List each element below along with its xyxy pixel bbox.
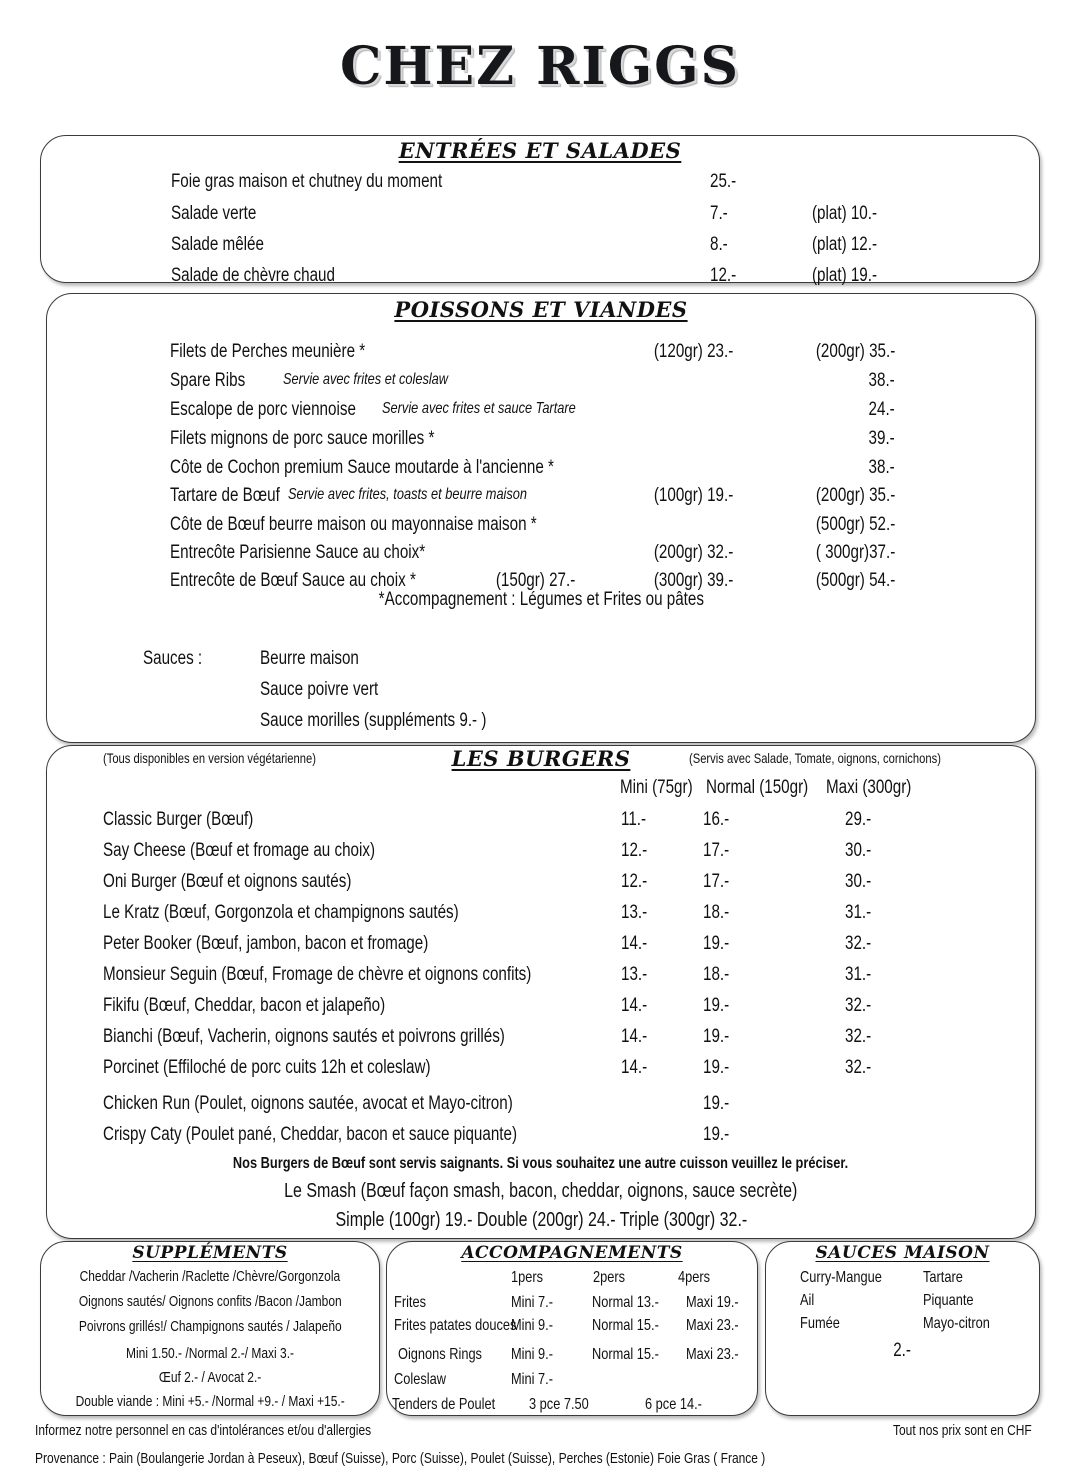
burger-price-normal: 18.- (703, 964, 730, 985)
sauce-option: Beurre maison (260, 648, 359, 669)
starters-item-price-2: (plat) 12.- (812, 234, 878, 255)
house-sauce-name: Tartare (923, 1269, 963, 1286)
page-title: CHEZ RIGGS (339, 36, 741, 97)
burger-price-normal: 16.- (703, 809, 730, 830)
side-price-2pers: Normal 15.- (592, 1346, 659, 1363)
supplement-price-line: Mini 1.50.- /Normal 2.-/ Maxi 3.- (125, 1345, 295, 1362)
burger-price-mini: 12.- (621, 840, 648, 861)
burger-price-maxi: 31.- (845, 902, 872, 923)
mains-item-price-3: (500gr) 54.- (815, 570, 895, 591)
burger-price-mini: 14.- (621, 995, 648, 1016)
house-sauce-name: Ail (800, 1292, 815, 1309)
burger-price-normal: 19.- (703, 1057, 730, 1078)
burger-item-name: Peter Booker (Bœuf, jambon, bacon et fromage) (103, 933, 429, 954)
mains-item-desc: Servie avec frites et coleslaw (283, 371, 449, 388)
burger-price-normal: 19.- (703, 1124, 730, 1145)
burgers-heading: LES BURGERS (451, 746, 631, 771)
supplements-heading: SUPPLÉMENTS (132, 1243, 288, 1263)
burger-price-normal: 19.- (703, 995, 730, 1016)
starters-item-name: Foie gras maison et chutney du moment (171, 171, 443, 192)
burger-price-mini: 14.- (621, 1057, 648, 1078)
house-sauces-price: 2.- (893, 1340, 912, 1361)
burger-price-mini: 14.- (621, 933, 648, 954)
mains-item-price-2: (300gr) 39.- (653, 570, 733, 591)
house-sauce-name: Curry-Mangue (800, 1269, 882, 1286)
footer-allergies: Informez notre personnel en cas d'intolérances et/ou d'allergies (35, 1422, 372, 1439)
tenders-price-3pce: 3 pce 7.50 (529, 1396, 589, 1413)
mains-item-price-3: (200gr) 35.- (815, 485, 895, 506)
mains-item-name: Côte de Bœuf beurre maison ou mayonnaise maison * (170, 514, 537, 535)
starters-item-price-1: 7.- (710, 203, 728, 224)
side-price-2pers: Normal 13.- (592, 1294, 659, 1311)
mains-item-name: Côte de Cochon premium Sauce moutarde à l'ancienne * (170, 457, 554, 478)
house-sauce-name: Piquante (923, 1292, 974, 1309)
burger-item-name: Say Cheese (Bœuf et fromage au choix) (103, 840, 376, 861)
sides-column-header-1pers: 1pers (511, 1269, 544, 1286)
burger-price-normal: 19.- (703, 1093, 730, 1114)
burger-price-mini: 11.- (621, 809, 647, 830)
house-sauce-name: Fumée (800, 1315, 840, 1332)
burger-price-maxi: 31.- (845, 964, 872, 985)
mains-item-desc: Servie avec frites et sauce Tartare (382, 400, 576, 417)
burger-price-normal: 17.- (703, 871, 730, 892)
house-sauces-heading: SAUCES MAISON (815, 1243, 990, 1263)
burgers-note-vegetarian: (Tous disponibles en version végétarienne) (103, 750, 316, 766)
supplement-price-line: Double viande : Mini +5.- /Normal +9.- / Maxi +15.- (75, 1393, 345, 1410)
mains-item-name: Filets de Perches meunière * (170, 341, 366, 362)
sides-column-header-4pers: 4pers (678, 1269, 711, 1286)
burger-price-mini: 13.- (621, 964, 648, 985)
mains-item-price-2: (200gr) 32.- (653, 542, 733, 563)
side-price-4pers: Maxi 23.- (686, 1346, 739, 1363)
side-price-1pers: Mini 9.- (511, 1346, 553, 1363)
sauce-option: Sauce poivre vert (260, 679, 379, 700)
side-item-name: Frites patates douces (394, 1317, 517, 1334)
sauce-option: Sauce morilles (suppléments 9.- ) (260, 710, 487, 731)
burger-item-name: Monsieur Seguin (Bœuf, Fromage de chèvre et oignons confits) (103, 964, 532, 985)
burger-price-normal: 18.- (703, 902, 730, 923)
side-price-4pers: Maxi 19.- (686, 1294, 739, 1311)
mains-item-price-3: 38.- (868, 370, 895, 391)
starters-item-price-1: 8.- (710, 234, 728, 255)
side-price-4pers: Maxi 23.- (686, 1317, 739, 1334)
mains-item-name: Escalope de porc viennoise (170, 399, 356, 420)
mains-item-name: Entrecôte Parisienne Sauce au choix* (170, 542, 426, 563)
burger-price-mini: 14.- (621, 1026, 648, 1047)
burger-price-normal: 19.- (703, 1026, 730, 1047)
mains-item-price-3: (500gr) 52.- (815, 514, 895, 535)
burger-price-maxi: 32.- (845, 1057, 872, 1078)
burger-price-normal: 17.- (703, 840, 730, 861)
side-item-name: Frites (394, 1294, 426, 1311)
mains-item-price-2: (100gr) 19.- (653, 485, 733, 506)
burgers-note-served-with: (Servis avec Salade, Tomate, oignons, cornichons) (689, 750, 941, 766)
burger-item-name: Oni Burger (Bœuf et oignons sautés) (103, 871, 352, 892)
mains-item-price-3: 39.- (868, 428, 895, 449)
side-item-name: Coleslaw (394, 1371, 446, 1388)
mains-item-price-3: 24.- (868, 399, 895, 420)
burger-item-name: Fikifu (Bœuf, Cheddar, bacon et jalapeño) (103, 995, 386, 1016)
smash-burger-prices: Simple (100gr) 19.- Double (200gr) 24.- Triple (300gr) 32.- (335, 1209, 747, 1231)
starters-heading: ENTRÉES ET SALADES (398, 138, 682, 163)
starters-item-name: Salade verte (171, 203, 257, 224)
starters-item-name: Salade mêlée (171, 234, 264, 255)
burger-price-normal: 19.- (703, 933, 730, 954)
smash-burger-name: Le Smash (Bœuf façon smash, bacon, cheddar, oignons, sauce secrète) (284, 1180, 798, 1202)
mains-item-name: Tartare de Bœuf (170, 485, 280, 506)
mains-item-price-2: (120gr) 23.- (653, 341, 733, 362)
burger-price-maxi: 30.- (845, 871, 872, 892)
mains-item-price-3: 38.- (868, 457, 895, 478)
mains-item-price-1: (150gr) 27.- (495, 570, 575, 591)
burger-item-name: Porcinet (Effiloché de porc cuits 12h et coleslaw) (103, 1057, 431, 1078)
tenders-item-name: Tenders de Poulet (392, 1396, 496, 1413)
mains-item-price-3: (200gr) 35.- (815, 341, 895, 362)
side-price-1pers: Mini 9.- (511, 1317, 553, 1334)
burger-item-name: Le Kratz (Bœuf, Gorgonzola et champignons sautés) (103, 902, 459, 923)
burger-price-maxi: 32.- (845, 995, 872, 1016)
starters-item-price-1: 25.- (710, 171, 737, 192)
supplement-line: Cheddar /Vacherin /Raclette /Chèvre/Gorgonzola (79, 1268, 341, 1285)
footer-provenance: Provenance : Pain (Boulangerie Jordan à Peseux), Bœuf (Suisse), Porc (Suisse), Poulet (Suisse), Perches (Estonie) Foie Gras ( France ) (35, 1450, 766, 1467)
sides-column-header-2pers: 2pers (593, 1269, 626, 1286)
supplement-line: Oignons sautés/ Oignons confits /Bacon /Jambon (78, 1293, 342, 1310)
burgers-column-header-maxi: Maxi (300gr) (826, 777, 912, 798)
side-item-name: Oignons Rings (398, 1346, 482, 1363)
mains-item-name: Filets mignons de porc sauce morilles * (170, 428, 435, 449)
starters-item-price-1: 12.- (710, 265, 737, 286)
starters-item-name: Salade de chèvre chaud (171, 265, 335, 286)
side-price-1pers: Mini 7.- (511, 1294, 553, 1311)
burger-price-mini: 13.- (621, 902, 648, 923)
burger-price-maxi: 30.- (845, 840, 872, 861)
starters-item-price-2: (plat) 10.- (812, 203, 878, 224)
mains-item-price-3: ( 300gr)37.- (815, 542, 895, 563)
burger-price-mini: 12.- (621, 871, 648, 892)
mains-item-name: Spare Ribs (170, 370, 246, 391)
sides-heading: ACCOMPAGNEMENTS (461, 1243, 683, 1263)
burger-item-name: Bianchi (Bœuf, Vacherin, oignons sautés et poivrons grillés) (103, 1026, 505, 1047)
supplement-price-line: Œuf 2.- / Avocat 2.- (158, 1369, 262, 1386)
burgers-cooking-note: Nos Burgers de Bœuf sont servis saignants. Si vous souhaitez une autre cuisson veuillez le préciser. (233, 1155, 849, 1172)
house-sauce-name: Mayo-citron (923, 1315, 990, 1332)
mains-item-desc: Servie avec frites, toasts et beurre maison (288, 486, 528, 503)
burgers-column-header-mini: Mini (75gr) (620, 777, 693, 798)
burger-item-name: Crispy Caty (Poulet pané, Cheddar, bacon et sauce piquante) (103, 1124, 518, 1145)
burgers-column-header-normal: Normal (150gr) (706, 777, 809, 798)
mains-footnote: *Accompagnement : Légumes et Frites ou pâtes (378, 589, 704, 610)
burger-price-maxi: 29.- (845, 809, 872, 830)
burger-item-name: Chicken Run (Poulet, oignons sautée, avocat et Mayo-citron) (103, 1093, 513, 1114)
sauces-label: Sauces : (143, 648, 203, 669)
supplement-line: Poivrons grillés!/ Champignons sautés / Jalapeño (78, 1318, 342, 1335)
mains-item-name: Entrecôte de Bœuf Sauce au choix * (170, 570, 416, 591)
starters-item-price-2: (plat) 19.- (812, 265, 878, 286)
burger-item-name: Classic Burger (Bœuf) (103, 809, 254, 830)
mains-heading: POISSONS ET VIANDES (394, 297, 688, 322)
burger-price-maxi: 32.- (845, 1026, 872, 1047)
footer-currency: Tout nos prix sont en CHF (893, 1422, 1032, 1439)
tenders-price-6pce: 6 pce 14.- (645, 1396, 702, 1413)
side-price-2pers: Normal 15.- (592, 1317, 659, 1334)
burger-price-maxi: 32.- (845, 933, 872, 954)
side-price-1pers: Mini 7.- (511, 1371, 553, 1388)
